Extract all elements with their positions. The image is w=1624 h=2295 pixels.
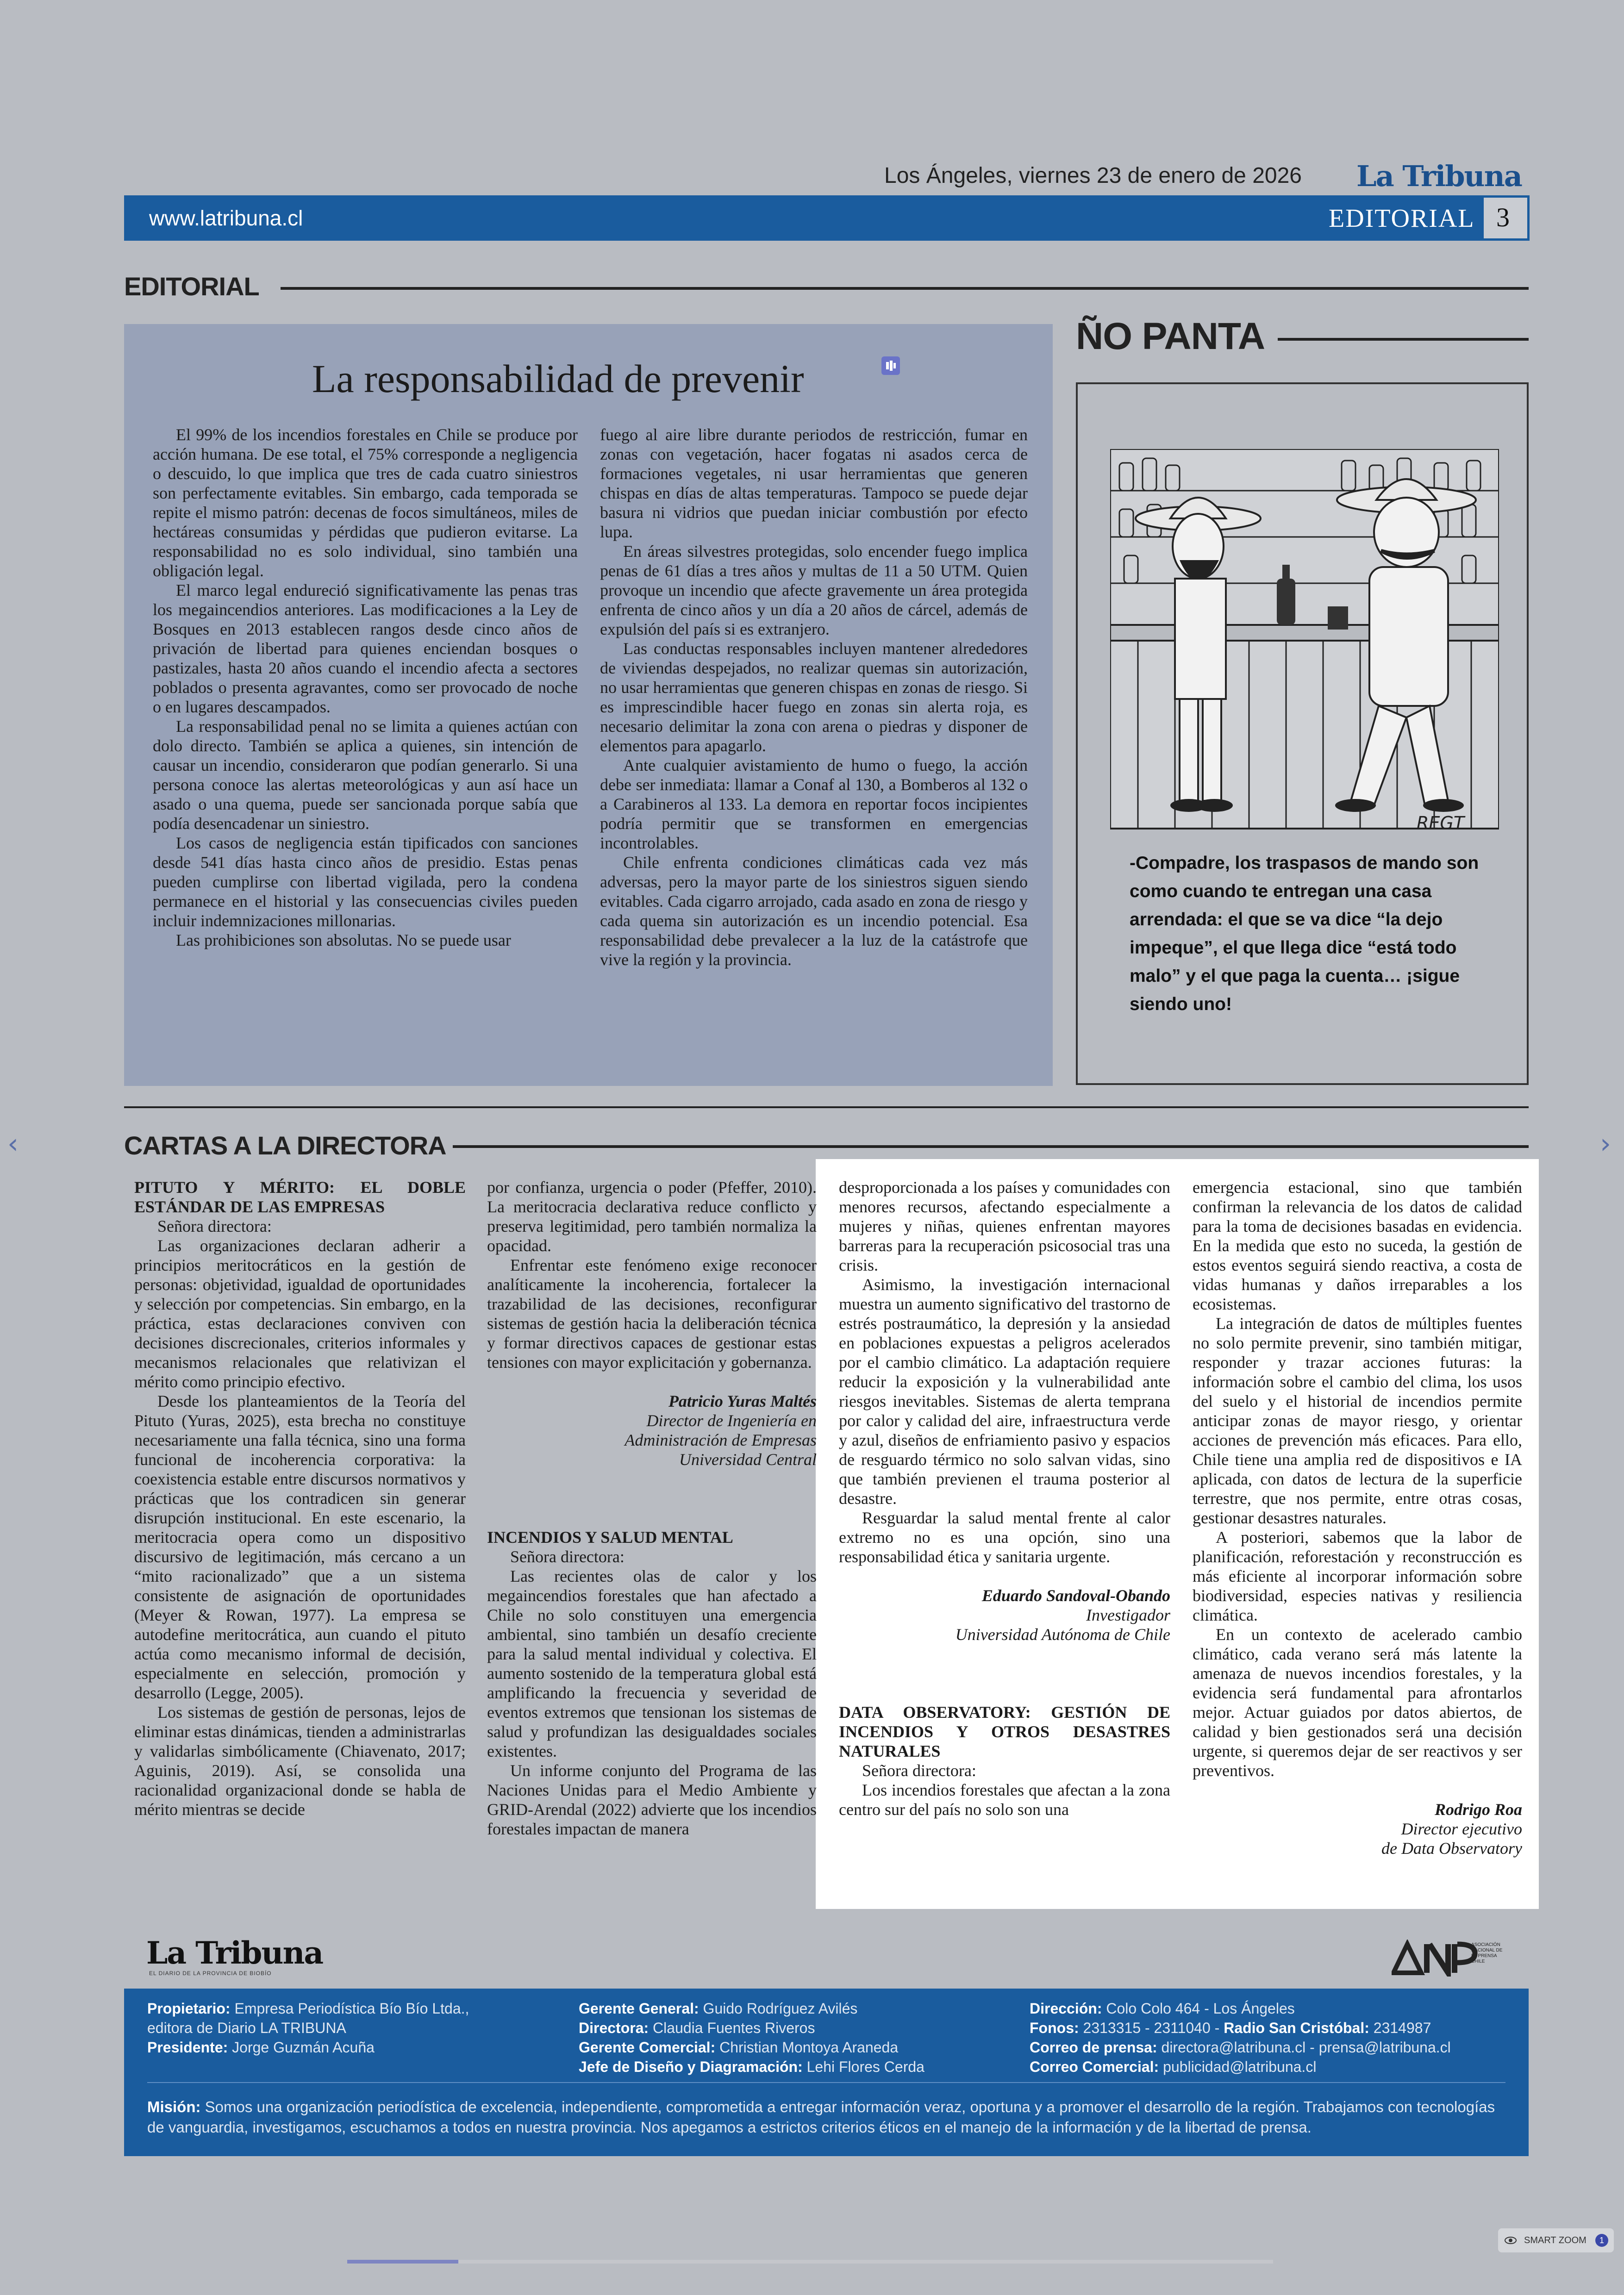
editorial-paragraph: El marco legal endureció significativamente las penas tras los megaincendios anteriores. Las modificaciones a la Ley de Bosques en 2013 establecen rangos desde cinco años de privación de libertad para quienes enciendan bosques o pastizales, hasta 20 años cuando el incendio afecta a sectores poblados o presenta agravantes, como ser provocado de noche o en lugares descampados. (153, 581, 578, 716)
letter2-continuation: desproporcionada a los países y comunidades con menores recursos, afectando especialmente a mujeres y niñas, quienes enfrentan mayores barreras para la recuperación psicosocial tras una crisis. (839, 1178, 1170, 1274)
editorial-rule (281, 287, 1529, 290)
footer-line: Presidente: Jorge Guzmán Acuña (147, 2039, 375, 2056)
footer-col-1 (147, 1999, 545, 2057)
editorial-paragraph: La responsabilidad penal no se limita a quienes actúan con dolo directo. También se aplica a quienes, sin intención de causar un incendio, consideraron que podían generarlo. Si una persona conoce las alertas meteorológicas y aun así hace un asado o una quema, puede ser sancionada porque sabía que podía desencadenar un siniestro. (153, 717, 578, 833)
letter2-continuation: Asimismo, la investigación internacional muestra un aumento significativo del trastorno de estrés postraumático, la depresión y la ansiedad en poblaciones expuestas a peligros acelerados por el cambio climático. La adaptación requiere reducir la exposición y la vulnerabilidad ante riesgos inevitables. Sistemas de alerta temprana por calor y calidad del aire, infraestructura verde y azul, diseños de enfriamiento pasivo y espacios de resguardo térmico no solo salvan vidas, sino que también previenen el trauma posterior al desastre. (839, 1275, 1170, 1508)
letter1-role: Universidad Central (679, 1450, 817, 1469)
letter1-paragraph: Los sistemas de gestión de personas, lejos de eliminar estas dinámicas, tienden a administrarlas y validarlas simbólicamente (Chiavenato, 2017; Aguinis, 2019). Así, se consolida una racionalidad organizacional donde se habla de mérito mientras se decide (134, 1703, 466, 1819)
editorial-paragraph: El 99% de los incendios forestales en Chile se produce por acción humana. De ese total, el 75% corresponde a negligencia o descuido, lo que implica que tres de cada cuatro siniestros son perfectamente evitables. Sin embargo, cada temporada se repite el mismo patrón: decenas de focos simultáneos, miles de hectáreas consumidas y pérdidas que pudieron evitarse. La responsabilidad no es solo individual, sino también una obligación legal. (153, 425, 578, 580)
footer-col-3 (1030, 1999, 1520, 2077)
editorial-column-2 (600, 425, 1028, 1073)
letters-column-c (839, 1178, 1170, 1900)
smart-zoom-button[interactable] (1498, 2228, 1614, 2252)
letter2-title: INCENDIOS Y SALUD MENTAL (487, 1528, 733, 1547)
editorial-paragraph: Chile enfrenta condiciones climáticas cada vez más adversas, pero la mayor parte de los siniestros siguen siendo evitables. Cada cigarro arrojado, cada asado en zona de riesgo y cada quema sin autorización es un incendio potencial. Esa responsabilidad debe prevalecer a la luz de la catástrofe que vive la región y la provincia. (600, 853, 1028, 969)
footer-col-2 (579, 1999, 1009, 2077)
footer-brand-logo: La Tribuna (146, 1935, 323, 1971)
letter2-role: Investigador (1086, 1606, 1170, 1624)
letter2-signer: Eduardo Sandoval-Obando (981, 1586, 1170, 1605)
dateline: Los Ángeles, viernes 23 de enero de 2026 (884, 163, 1302, 188)
letter1-continuation: Enfrentar este fenómeno exige reconocer analíticamente la incoherencia, fortalecer la trazabilidad de las decisiones, reconfigurar sistemas de gestión hacia la deliberación técnica y formar directivos capaces de gestionar estas tensiones con mayor explicitación y gobernanza. (487, 1256, 817, 1372)
cartoon-signature: REGT (1417, 813, 1465, 833)
editorial-paragraph: Las conductas responsables incluyen mantener alrededores de viviendas despejados, no realizar quemas sin autorización, no usar herramientas que generen chispas en zonas de riesgo. Si es imprescindible hacer fuego en zonas sin alerta roja, es necesario delimitar la zona con arena o piedras y disponer de elementos para apagarlo. (600, 639, 1028, 755)
letter2-role: Universidad Autónoma de Chile (955, 1625, 1170, 1644)
letter1-continuation: por confianza, urgencia o poder (Pfeffer, 2010). La meritocracia declarativa reduce conflicto y preserva legitimidad, pero también normaliza la opacidad. (487, 1178, 817, 1255)
letter3-signer: Rodrigo Roa (1434, 1800, 1522, 1819)
footer-line: Propietario: Empresa Periodística Bío Bío Ltda., (147, 2000, 469, 2017)
footer-line: editora de Diario LA TRIBUNA (147, 2020, 346, 2036)
smart-zoom-badge: 1 (1595, 2234, 1608, 2247)
letter1-column (134, 1178, 466, 1900)
cartoon-section-label: ÑO PANTA (1076, 315, 1265, 357)
brand-logo: La Tribuna (1356, 159, 1522, 193)
letter1-paragraph: Las organizaciones declaran adherir a principios meritocráticos en la gestión de personas: objetividad, igualdad de oportunidades y selección por competencias. Sin embargo, en la práctica, estas declaraciones conviven con decisiones discrecionales, criterios informales y mecanismos relacionales que relativizan el mérito como principio efectivo. (134, 1236, 466, 1391)
editorial-paragraph: fuego al aire libre durante periodos de restricción, fumar en zonas con vegetación, hacer fogatas ni asados cerca de formaciones vegetales, ni usar herramientas que generen chispas en días de altas temperaturas. Tampoco se puede dejar basura ni vidrios que puedan iniciar combustión por efecto lupa. (600, 425, 1028, 541)
footer-line: Gerente General: Guido Rodríguez Avilés (579, 2000, 858, 2017)
page-progress-fill (347, 2260, 458, 2264)
editorial-paragraph: Los casos de negligencia están tipificados con sanciones desde 541 días hasta cinco años de presidio. Estas penas pueden cumplirse con libertad vigilada, pero la condena permanece en el historial y las consecuencias civiles pueden incluir indemnizaciones millonarias. (153, 834, 578, 930)
cartoon-caption: -Compadre, los traspasos de mando son como cuando te entregan una casa arrendada: el que se va dice “la dejo impeque”, el que llega dice “está todo malo” y el que paga la cuenta… ¡sigue siendo uno! (1130, 853, 1479, 1014)
letter3-continuation: En un contexto de acelerado cambio climático, cada verano será más latente la amenaza de nuevos incendios forestales, y la evidencia será fundamental para afrontarlos mejor. Actuar guiados por datos abiertos, de calidad y bien gestionados será una decisión urgente, si queremos dejar de ser reactivos y ser preventivos. (1193, 1625, 1522, 1780)
footer-line: Fonos: 2313315 - 2311040 - Radio San Cristóbal: 2314987 (1030, 2020, 1431, 2036)
next-page-arrow[interactable]: › (1600, 1128, 1611, 1160)
footer-line[interactable]: Correo de prensa: directora@latribuna.cl - prensa@latribuna.cl (1030, 2039, 1451, 2056)
editorial-title: La responsabilidad de prevenir (312, 356, 804, 401)
site-url[interactable]: www.latribuna.cl (149, 206, 303, 230)
footer-line: Dirección: Colo Colo 464 - Los Ángeles (1030, 2000, 1295, 2017)
letters-section-label: CARTAS A LA DIRECTORA (124, 1131, 446, 1160)
letters-rule (453, 1145, 1529, 1148)
letter3-role: de Data Observatory (1381, 1839, 1522, 1858)
cartoon-rule (1278, 338, 1529, 341)
letter2-continuation: Resguardar la salud mental frente al calor extremo no es una opción, sino una responsabilidad ética y sanitaria urgente. (839, 1509, 1170, 1566)
section-tab: EDITORIAL (1329, 204, 1475, 233)
page-progress-track[interactable] (347, 2260, 1273, 2264)
letter3-continuation: A posteriori, sabemos que la labor de planificación, reforestación y reconstrucción es más eficiente al incorporar información sobre biodiversidad, especies nativas y resiliencia climática. (1193, 1528, 1522, 1624)
letter3-salutation: Señora directora: (862, 1761, 976, 1780)
letter1-salutation: Señora directora: (157, 1217, 272, 1235)
letter3-role: Director ejecutivo (1401, 1820, 1522, 1838)
page-number: 3 (1496, 202, 1510, 232)
footer-line: Gerente Comercial: Christian Montoya Araneda (579, 2039, 899, 2056)
letter2-paragraph: Un informe conjunto del Programa de las Naciones Unidas para el Medio Ambiente y GRID-Arendal (2022) advierte que los incendios forestales impactan de manera (487, 1761, 817, 1838)
letter1-paragraph: Desde los planteamientos de la Teoría del Pituto (Yuras, 2025), esta brecha no constituye necesariamente una falla técnica, sino una forma funcional de incoherencia corporativa: la coexistencia estable entre discursos normativos y prácticas que los contradicen sin generar disrupción institucional. En este escenario, la meritocracia opera como un dispositivo discursivo de legitimación, más cercano a un “mito racionalizado” que a un sistema consistente de asignación de oportunidades (Meyer & Rowan, 1977). La empresa se autodefine meritocrática, aun cuando el pituto actúa como mecanismo informal de decisión, especialmente en selección, promoción y desarrollo (Legge, 2005). (134, 1392, 466, 1702)
editorial-paragraph: Las prohibiciones son absolutas. No se puede usar (176, 931, 511, 949)
footer-line[interactable]: Correo Comercial: publicidad@latribuna.cl (1030, 2058, 1317, 2075)
letter1-title: PITUTO Y MÉRITO: EL DOBLE ESTÁNDAR DE LAS EMPRESAS (134, 1178, 466, 1216)
footer-mission: Misión: Somos una organización periodística de excelencia, independiente, comprometida a entregar información veraz, oportuna y a promover el desarrollo de la región. Trabajamos con tecnologías de vanguardia, investigamos, escuchamos a todos en nuestra provincia. Nos apegamos a estrictos criterios éticos en el manejo de la información y de la libertad de prensa. (147, 2098, 1495, 2136)
letter1-role: Administración de Empresas (625, 1431, 817, 1449)
letter1-role: Director de Ingeniería en (646, 1411, 817, 1430)
cartoon-illustration (1110, 449, 1499, 838)
letter3-continuation: La integración de datos de múltiples fuentes no solo permite prevenir, sino también mitigar, responder y trazar acciones futuras: la información sobre el cambio del clima, los usos del suelo y el historial de incendios permite anticipar zonas de mayor riesgo, y orientar acciones de prevención más eficaces. Para ello, Chile tiene una amplia red de dispositivos e IA aplicada, con datos de lectura de la superficie terrestre, que nos permite, entre otras cosas, gestionar desastres naturales. (1193, 1314, 1522, 1527)
letters-top-rule (124, 1106, 1529, 1108)
editorial-paragraph: En áreas silvestres protegidas, solo encender fuego implica penas de 61 días a tres años y multas de 11 a 50 UTM. Quien provoque un incendio que afecte gravemente un área protegida enfrenta de cinco años y un día a 20 años de cárcel, además de expulsión del país si es extranjero. (600, 542, 1028, 638)
footer-divider (147, 2082, 1505, 2083)
editorial-section-label: EDITORIAL (124, 272, 259, 301)
footer-line: Directora: Claudia Fuentes Riveros (579, 2020, 815, 2036)
footer-brand-tagline: EL DIARIO DE LA PROVINCIA DE BIOBÍO (149, 1970, 272, 1977)
letter3-title: DATA OBSERVATORY: GESTIÓN DE INCENDIOS Y OTROS DESASTRES NATURALES (839, 1703, 1170, 1760)
prev-page-arrow[interactable]: ‹ (7, 1128, 19, 1160)
anp-subtitle: ASOCIACIÓN NACIONAL DE LA PRENSA CHILE (1471, 1942, 1503, 1964)
audio-icon[interactable] (881, 356, 900, 375)
letter3-paragraph: Los incendios forestales que afectan a la zona centro sur del país no solo son una (839, 1781, 1170, 1819)
letters-column-d (1193, 1178, 1522, 1900)
letter1-signer: Patricio Yuras Maltés (668, 1392, 817, 1410)
editorial-paragraph: Ante cualquier avistamiento de humo o fuego, la acción debe ser inmediata: llamar a Conaf al 130, a Bomberos al 132 o a Carabineros al 133. La demora en reportar focos incipientes podría permitir que se transformen en emergencias incontrolables. (600, 756, 1028, 852)
eye-icon (1505, 2234, 1517, 2249)
header-bar (124, 195, 1481, 241)
letter2-paragraph: Las recientes olas de calor y los megaincendios forestales que han afectado a Chile no solo constituyen una emergencia ambiental, sino también un desafío creciente para la salud mental individual y colectiva. El aumento sostenido de la temperatura global está amplificando la frecuencia y severidad de eventos extremos que tensionan los sistemas de salud y profundizan las desigualdades sociales existentes. (487, 1567, 817, 1760)
letters-column-b (487, 1178, 817, 1900)
footer-line: Jefe de Diseño y Diagramación: Lehi Flores Cerda (579, 2058, 924, 2075)
letter2-salutation: Señora directora: (510, 1547, 625, 1566)
editorial-column-1 (153, 425, 578, 1073)
letter3-continuation: emergencia estacional, sino que también confirman la relevancia de los datos de calidad para la toma de decisiones basadas en evidencia. En la medida que esto no suceda, la gestión de estos eventos seguirá siendo reactiva, a costa de vidas humanas y daños irreparables a los ecosistemas. (1193, 1178, 1522, 1313)
smart-zoom-label: SMART ZOOM (1524, 2235, 1587, 2245)
